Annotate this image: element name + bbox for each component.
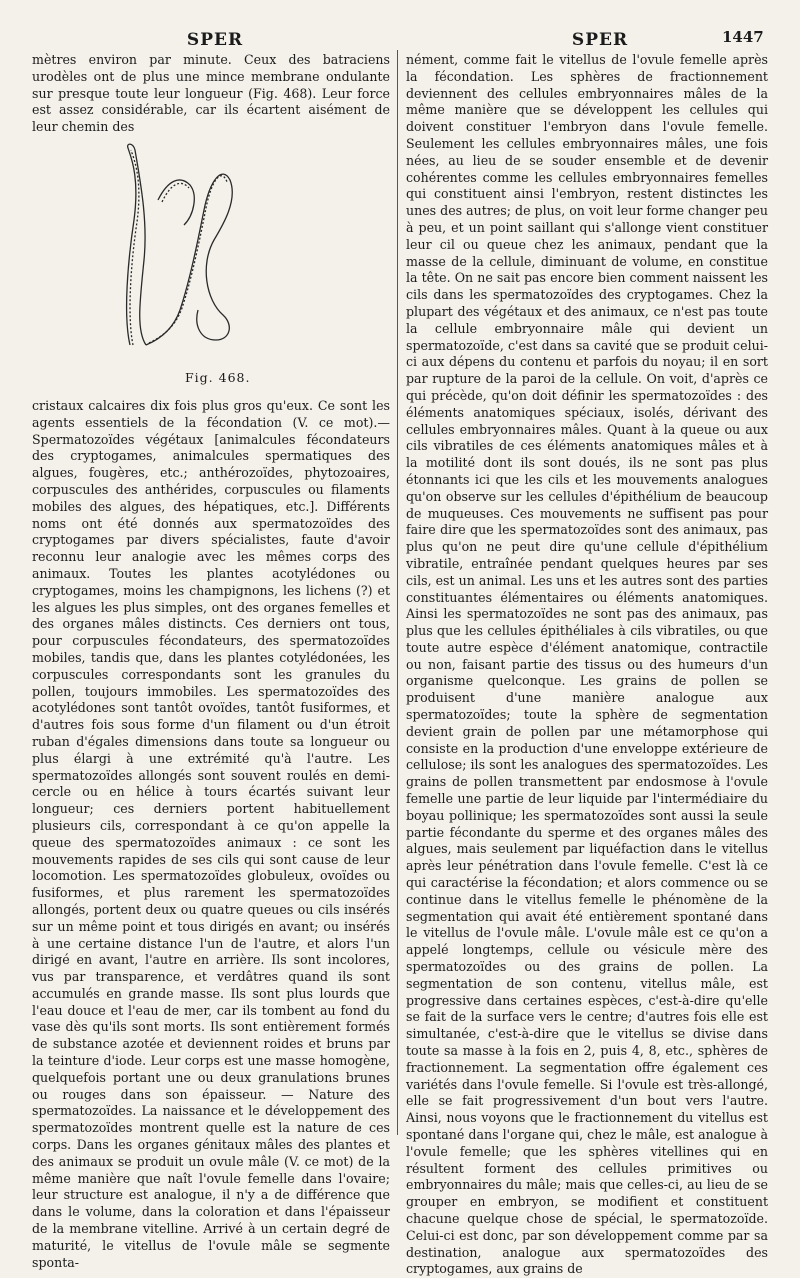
left-paragraph-main: cristaux calcaires dix fois plus gros qu'eux. Ce sont les agents essentiels de la fécondation (V. ce mot).—Spermatozoïdes végétaux [animalcules fécondateurs des cryptogames, animalcules spermatiques des algues, fougères, etc.; anthérozoïdes, phytozoaires, corpuscules des anthérides, corpuscules ou filaments mobiles des algues, des hépatiques, etc.]. Différents noms ont été donnés aux spermatozoïdes des cryptogames par divers spécialistes, faute d'avoir reconnu leur analogie avec les mêmes corps des animaux. Toutes les plantes acotylédones ou cryptogames, moins les champignons, les lichens (?) et les algues les plus simples, ont des organes femelles et des organes mâles distincts. Ces derniers ont tous, pour corpuscules fécondateurs, des spermatozoïdes mobiles, tandis que, dans les plantes cotylédonées, les corpuscules correspondants sont les granules du pollen, toujours immobiles. Les spermatozoïdes des acotylédones sont tantôt ovoïdes, tantôt fusiformes, et d'autres fois sous forme d'un filament ou d'un étroit ruban d'égales dimensions dans toute sa longueur ou plus élargi à une extrémité qu'à l'autre. Les spermatozoïdes allongés sont souvent roulés en demi-cercle ou en hélice à tours écartés suivant leur longueur; ces derniers portent habituellement plusieurs cils, correspondant à ce qu'on appelle la queue des spermatozoïdes animaux : ce sont les mouvements rapides de ses cils qui sont cause de leur locomotion. Les spermatozoïdes globuleux, ovoïdes ou fusiformes, et plus rarement les spermatozoïdes allongés, portent deux ou quatre queues ou cils insérés sur un même point et tous dirigés en avant; ou insérés à une certaine distance l'un de l'autre, et alors l'un dirigé en avant, l'autre en arrière. Ils sont incolores, vus par transparence, et verdâtres quand ils sont accumulés en grande masse. Ils sont plus lourds que l'eau douce et l'eau de mer, car ils tombent au fond du vase dès qu'ils sont morts. Ils sont entièrement formés de substance azotée et deviennent roides et bruns par la teinture d'iode. Leur corps est une masse homogène, quelquefois portant une ou deux granulations brunes ou rouges dans son épaisseur. — Nature des spermatozoïdes. La naissance et le développement des spermatozoïdes montrent quelle est la nature de ces corps. Dans les organes génitaux mâles des plantes et des animaux se produit un ovule mâle (V. ce mot) de la même manière que naît l'ovule femelle dans l'ovaire; leur structure est analogue, il n'y a de différence que dans le volume, dans la coloration et dans l'épaisseur de la membrane vitelline. Arrivé à un certain degré de maturité, le vitellus de l'ovule mâle se segmente sponta-	[32, 398, 390, 1270]
spermatozoid-illustration	[118, 140, 238, 355]
running-head-right: SPER	[571, 30, 629, 50]
column-divider	[397, 50, 398, 1135]
running-head-left: SPER	[186, 30, 244, 50]
figure-caption: Fig. 468.	[185, 370, 251, 385]
page-number: 1447	[722, 28, 764, 46]
right-paragraph-main: nément, comme fait le vitellus de l'ovule femelle après la fécondation. Les sphères de fractionnement deviennent des cellules embryonnaires mâles de la même manière que se développent les cellules qui doivent constituer l'embryon dans l'ovule femelle. Seulement les cellules embryonnaires mâles, une fois nées, au lieu de se souder ensemble et de devenir cohérentes comme les cellules embryonnaires femelles qui constituent ainsi l'embryon, restent distinctes les unes des autres; de plus, on voit leur forme changer peu à peu, et un point saillant qui s'allonge vient constituer leur cil ou queue chez les animaux, pendant que la masse de la cellule, diminuant de volume, en constitue la tête. On ne sait pas encore bien comment naissent les cils dans les spermatozoïdes des cryptogames. Chez la plupart des végétaux et des animaux, ce n'est pas toute la cellule embryonnaire mâle qui devient un spermatozoïde, c'est dans sa cavité que se produit celui-ci aux dépens du contenu et parfois du noyau; il en sort par rupture de la paroi de la cellule. On voit, d'après ce qui précède, qu'on doit définir les spermatozoïdes : des éléments anatomiques spéciaux, isolés, dérivant des cellules embryonnaires mâles. Quant à la queue ou aux cils vibratiles de ces éléments anatomiques mâles et à la motilité dont ils sont doués, ils ne sont pas plus étonnants ici que les cils et les mouvements analogues qu'on observe sur les cellules d'épithélium de beaucoup de muqueuses. Ces mouvements ne suffisent pas pour faire dire que les spermatozoïdes sont des animaux, pas plus qu'on ne peut dire qu'une cellule d'épithélium vibratile, entraînée pendant quelques heures par ses cils, est un animal. Les uns et les autres sont des parties constituantes élémentaires ou éléments anatomiques. Ainsi les spermatozoïdes ne sont pas des animaux, pas plus que les cellules épithéliales à cils vibratiles, ou que toute autre espèce d'élément anatomique, contractile ou non, faisant partie des tissus ou des humeurs d'un organisme quelconque. Les grains de pollen se produisent d'une manière analogue aux spermatozoïdes; toute la sphère de segmentation devient grain de pollen par une métamorphose qui consiste en la production d'une enveloppe extérieure de cellulose; ils sont les analogues des spermatozoïdes. Les grains de pollen transmettent par endosmose à l'ovule femelle une partie de leur liquide par l'intermédiaire du boyau pollinique; les spermatozoïdes sont aussi la seule partie fécondante du sperme et des organes mâles des algues, mais seulement par liquéfaction dans le vitellus après leur pénétration dans l'ovule femelle. C'est là ce qui caractérise la fécondation; et alors commence ou se continue dans le vitellus femelle le phénomène de la segmentation qui avait été entièrement spontané dans le vitellus de l'ovule mâle. L'ovule mâle est ce qu'on a appelé longtemps, cellule ou vésicule mère des spermatozoïdes ou des grains de pollen. La segmentation de son contenu, vitellus mâle, est progressive dans certaines espèces, c'est-à-dire qu'elle se fait de la surface vers le centre; d'autres fois elle est simultanée, c'est-à-dire que le vitellus se divise dans toute sa masse à la fois en 2, puis 4, 8, etc., sphères de fractionnement. La segmentation offre également ces variétés dans l'ovule femelle. Si l'ovule est très-allongé, elle se fait progressivement d'un bout vers l'autre. Ainsi, nous voyons que le fractionnement du vitellus est spontané dans l'organe qui, chez le mâle, est analogue à l'ovule femelle; que les sphères vitellines qui en résultent forment des cellules primitives ou embryonnaires du mâle; mais que celles-ci, au lieu de se grouper en embryon, se modifient et constituent chacune quelque chose de spécial, le spermatozoïde. Celui-ci est donc, par son développement comme par sa destination, analogue aux spermatozoïdes des cryptogames, aux grains de	[406, 52, 768, 1277]
left-paragraph-intro: mètres environ par minute. Ceux des batraciens urodèles ont de plus une mince membrane ondulante sur presque toute leur longueur (Fig. 468). Leur force est assez considérable, car ils écartent aisément de leur chemin des	[32, 52, 390, 135]
